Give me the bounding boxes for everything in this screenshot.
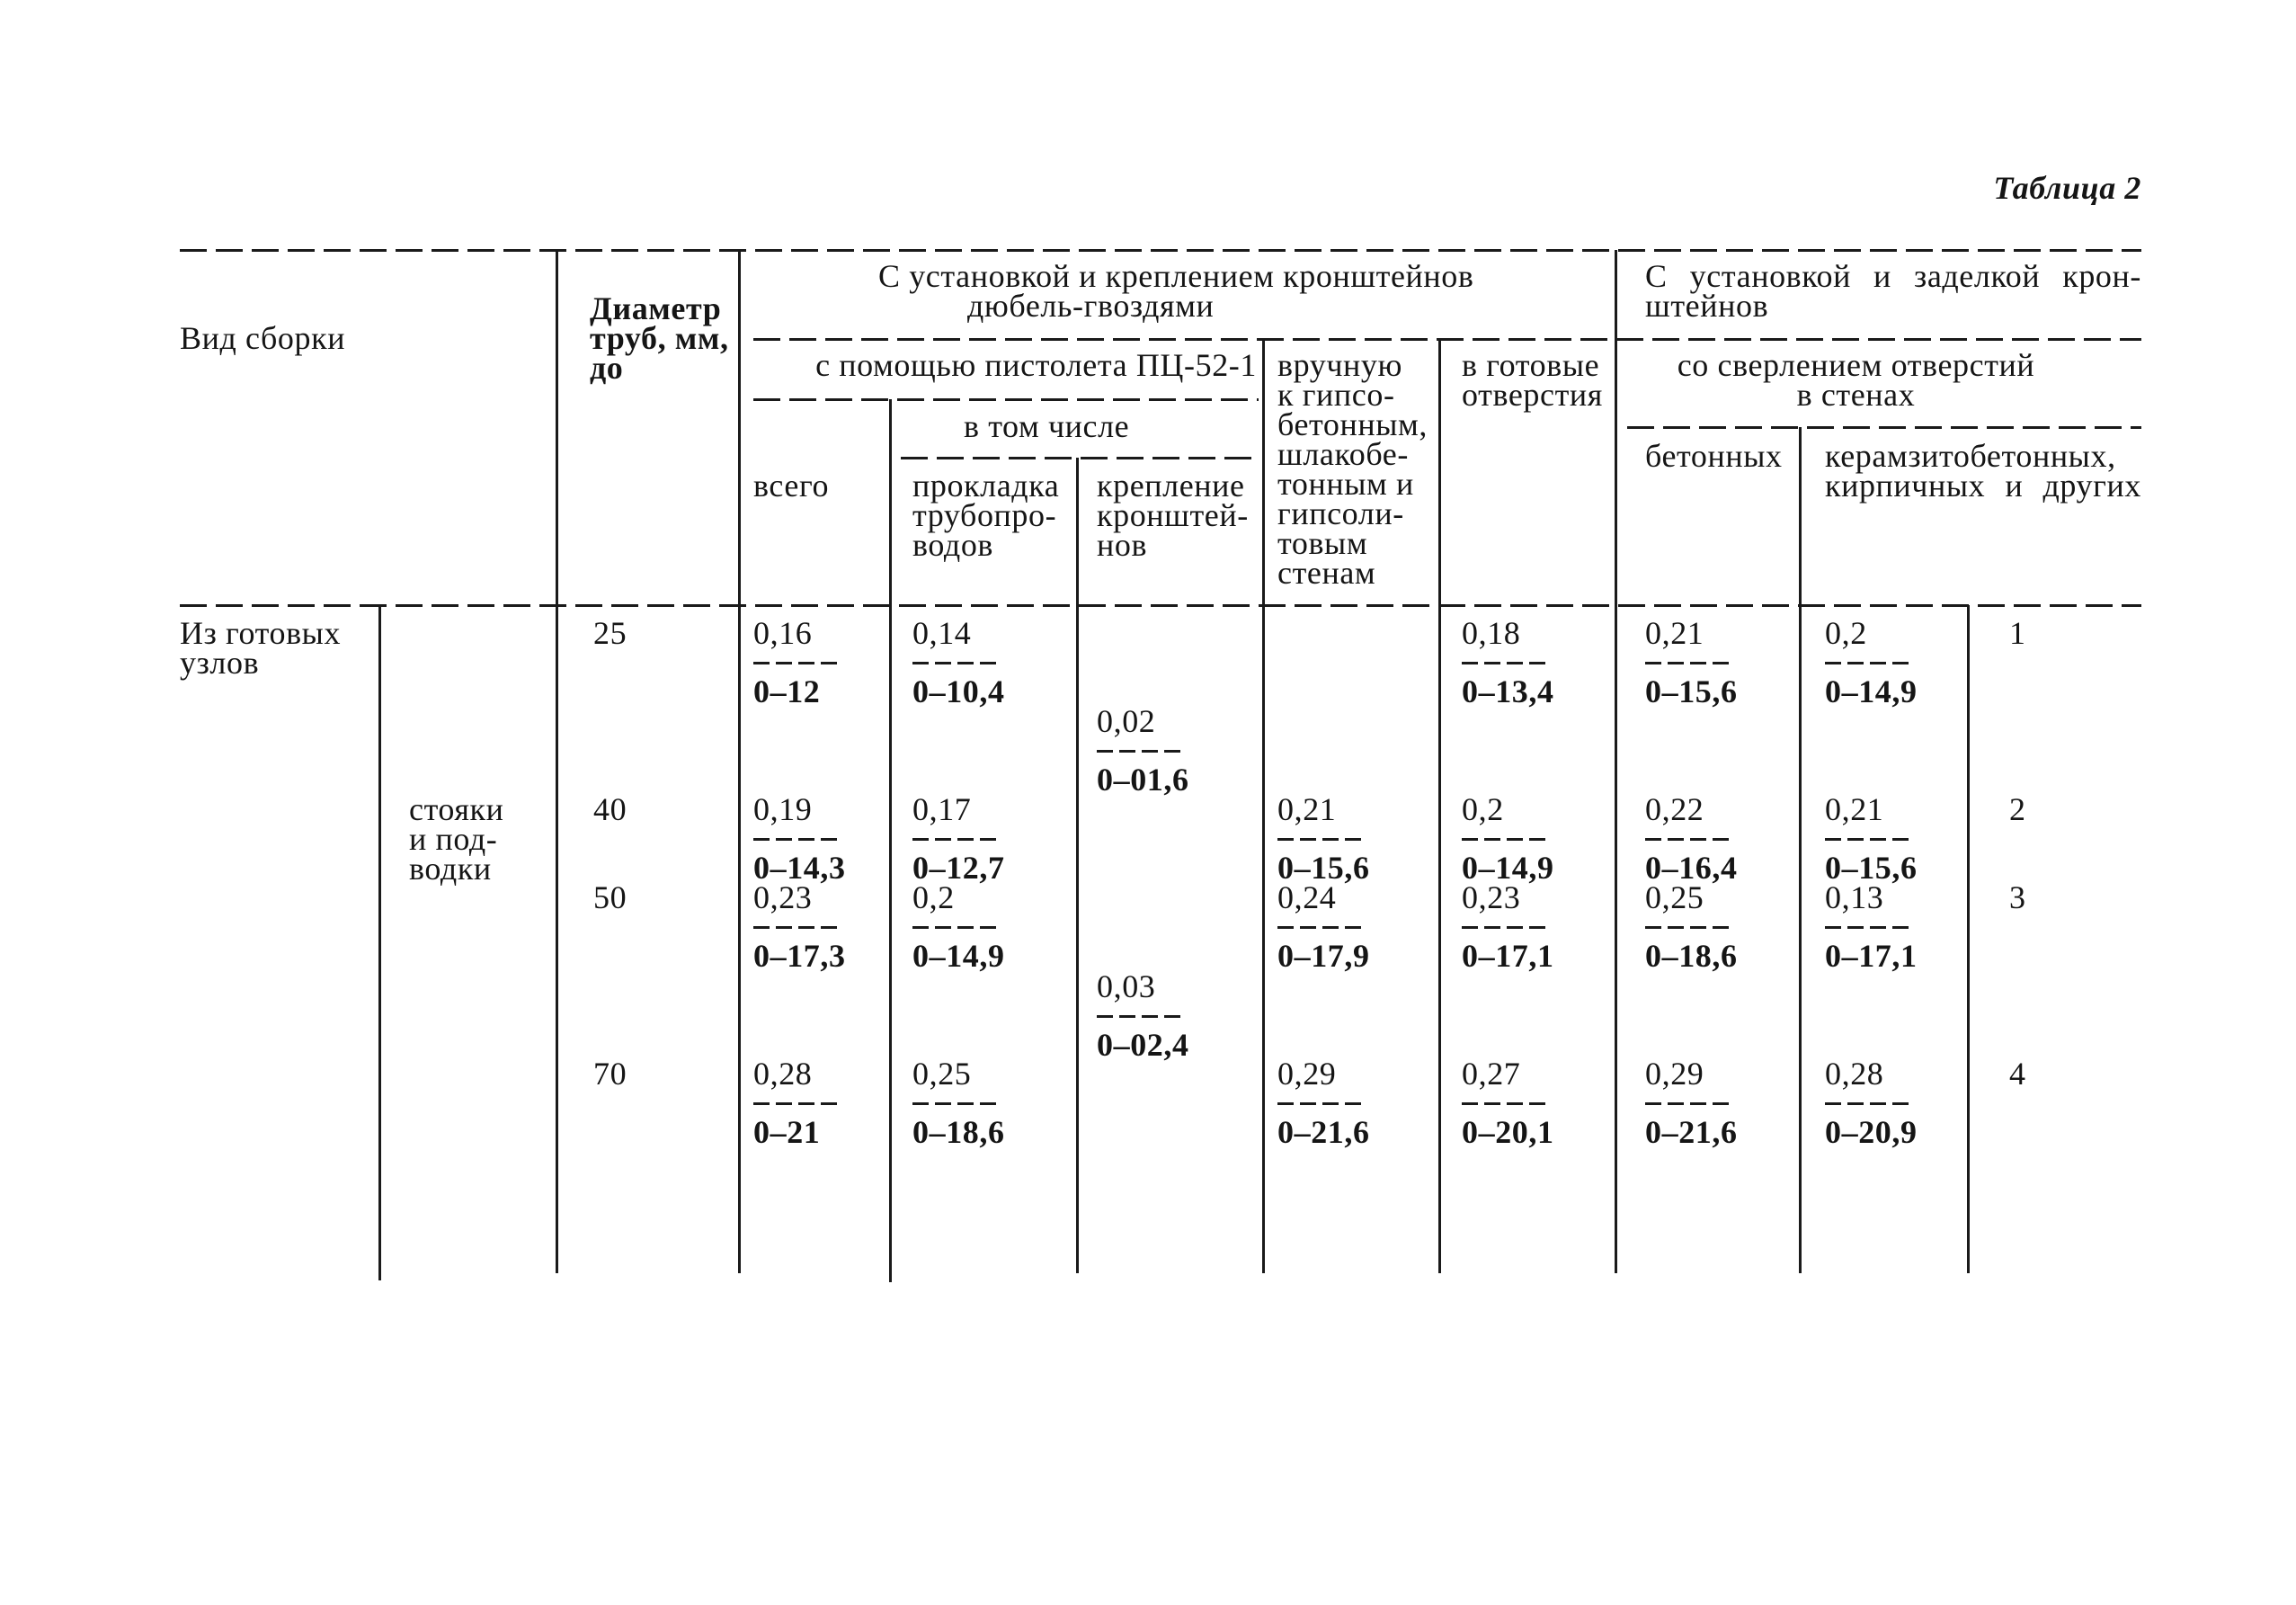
fraction-denominator: 0–14,9 [1825, 673, 1918, 709]
fraction-bar [912, 662, 1001, 664]
fraction-denominator: 0–12 [753, 673, 821, 709]
fraction-bar [1097, 1015, 1185, 1018]
fraction-denominator: 0–01,6 [1097, 762, 1189, 798]
column-divider [738, 250, 741, 1273]
cell-manual-row-2 [1277, 791, 1370, 886]
fraction-bar [912, 1102, 1001, 1105]
header-bracket-fixing: крепление кронштей- нов [1097, 468, 1249, 563]
column-divider [1262, 339, 1265, 1273]
fraction-numerator: 0,19 [753, 791, 813, 827]
fraction-bar [912, 926, 1001, 929]
cell-total-row-3 [753, 879, 846, 974]
column-divider [556, 250, 558, 1273]
fraction-denominator: 0–20,1 [1462, 1114, 1554, 1150]
fraction-denominator: 0–17,1 [1462, 938, 1554, 974]
fraction-denominator: 0–17,1 [1825, 938, 1918, 974]
cell-manual-row-4 [1277, 1056, 1370, 1150]
fraction-bar [1645, 838, 1733, 841]
header-manual: вручную к гипсо- бетонным, шлакобе- тонным и гипсоли- товым стенам [1277, 347, 1428, 591]
fraction-numerator: 0,21 [1825, 791, 1884, 827]
fraction-bar [1645, 926, 1733, 929]
diameter-cell-row-3: 50 [593, 879, 627, 915]
fraction-numerator: 0,23 [1462, 879, 1521, 915]
header-concrete: бетонных [1645, 438, 1783, 474]
cell-total-row-1 [753, 615, 841, 709]
fraction-denominator: 0–10,4 [912, 673, 1005, 709]
fraction-numerator: 0,28 [1825, 1056, 1884, 1092]
fraction-denominator: 0–21 [753, 1114, 821, 1150]
cell-laying-row-2 [912, 791, 1005, 886]
fraction-bar [1462, 662, 1550, 664]
fraction-numerator: 0,28 [753, 1056, 813, 1092]
fraction-numerator: 0,2 [912, 879, 955, 915]
fraction-bar [1825, 926, 1913, 929]
header-embed-group: С установкой и заделкой крон- штейнов [1645, 258, 2141, 324]
fraction-bar [1462, 926, 1550, 929]
fraction-bar [753, 1102, 841, 1105]
fraction-numerator: 0,03 [1097, 968, 1156, 1004]
fraction-numerator: 0,27 [1462, 1056, 1521, 1092]
fraction-bar [753, 662, 841, 664]
diameter-cell-row-4: 70 [593, 1056, 627, 1092]
fraction-bar [1825, 662, 1913, 664]
fraction-bar [1825, 1102, 1913, 1105]
fraction-bar [1277, 926, 1366, 929]
row-number-2: 2 [2009, 791, 2026, 827]
diameter-cell-row-1: 25 [593, 615, 627, 651]
header-other-walls: керамзитобетонных, кирпичных и других [1825, 438, 2141, 504]
cell-laying-row-1 [912, 615, 1005, 709]
cell-ready-holes-row-3 [1462, 879, 1554, 974]
fraction-denominator: 0–17,3 [753, 938, 846, 974]
fraction-denominator: 0–12,7 [912, 850, 1005, 886]
fraction-denominator: 0–20,9 [1825, 1114, 1918, 1150]
fraction-numerator: 0,25 [1645, 879, 1704, 915]
fraction-denominator: 0–14,3 [753, 850, 846, 886]
pistol-header-rule [753, 398, 1259, 401]
fraction-numerator: 0,24 [1277, 879, 1337, 915]
fraction-denominator: 0–15,6 [1645, 673, 1738, 709]
fraction-numerator: 0,29 [1645, 1056, 1704, 1092]
group-header-rule [753, 338, 2141, 341]
fraction-denominator: 0–13,4 [1462, 673, 1554, 709]
header-assembly-type: Вид сборки [180, 320, 346, 356]
fraction-numerator: 0,16 [753, 615, 813, 651]
fraction-bar [1462, 1102, 1550, 1105]
body-subtype-label: стояки и под- водки [409, 791, 504, 887]
cell-ready-holes-row-4 [1462, 1056, 1554, 1150]
fraction-numerator: 0,22 [1645, 791, 1704, 827]
fraction-denominator: 0–14,9 [912, 938, 1005, 974]
fraction-denominator: 0–18,6 [912, 1114, 1005, 1150]
cell-ready-holes-row-1 [1462, 615, 1554, 709]
cell-ready-holes-row-2 [1462, 791, 1554, 886]
fraction-bar [1645, 1102, 1733, 1105]
header-including: в том числе [964, 408, 1130, 444]
fraction-bar [1277, 838, 1366, 841]
row-number-1: 1 [2009, 615, 2026, 651]
cell-laying-row-4 [912, 1056, 1005, 1150]
fraction-bar [753, 838, 841, 841]
fraction-denominator: 0–15,6 [1825, 850, 1918, 886]
fraction-bar [1462, 838, 1550, 841]
column-divider [1076, 458, 1079, 1273]
row-number-4: 4 [2009, 1056, 2026, 1092]
cell-concrete-row-3 [1645, 879, 1738, 974]
cell-total-row-4 [753, 1056, 841, 1150]
column-divider [889, 399, 892, 1282]
fraction-denominator: 0–18,6 [1645, 938, 1738, 974]
fraction-numerator: 0,02 [1097, 703, 1156, 739]
header-dowel-group: С установкой и креплением кронштейнов дюбель-гвоздями [878, 258, 1474, 324]
header-drilling: со сверлением отверстий в стенах [1677, 347, 2035, 413]
cell-other-walls-row-1 [1825, 615, 1918, 709]
header-ready-holes: в готовые отверстия [1462, 347, 1603, 413]
fraction-numerator: 0,2 [1462, 791, 1504, 827]
cell-laying-row-3 [912, 879, 1005, 974]
including-header-rule [901, 457, 1259, 459]
fraction-bar [912, 838, 1001, 841]
cell-other-walls-row-2 [1825, 791, 1918, 886]
fraction-denominator: 0–17,9 [1277, 938, 1370, 974]
fraction-numerator: 0,23 [753, 879, 813, 915]
fraction-bar [1277, 1102, 1366, 1105]
fraction-numerator: 0,21 [1645, 615, 1704, 651]
cell-other-walls-row-3 [1825, 879, 1918, 974]
fraction-numerator: 0,17 [912, 791, 972, 827]
cell-concrete-row-4 [1645, 1056, 1738, 1150]
cell-concrete-row-1 [1645, 615, 1738, 709]
fraction-numerator: 0,13 [1825, 879, 1884, 915]
cell-bracket-fixing-1 [1097, 703, 1189, 798]
fraction-numerator: 0,2 [1825, 615, 1867, 651]
diameter-cell-row-2: 40 [593, 791, 627, 827]
drilling-header-rule [1627, 426, 2141, 429]
cell-total-row-2 [753, 791, 846, 886]
fraction-numerator: 0,29 [1277, 1056, 1337, 1092]
fraction-numerator: 0,25 [912, 1056, 972, 1092]
fraction-denominator: 0–15,6 [1277, 850, 1370, 886]
cell-other-walls-row-4 [1825, 1056, 1918, 1150]
column-divider [1799, 427, 1802, 1273]
fraction-denominator: 0–02,4 [1097, 1027, 1189, 1063]
header-pipe-diameter: Диаметр труб, мм, до [590, 290, 729, 386]
fraction-denominator: 0–21,6 [1277, 1114, 1370, 1150]
column-divider [1438, 339, 1441, 1273]
fraction-bar [1645, 662, 1733, 664]
row-number-3: 3 [2009, 879, 2026, 915]
fraction-bar [1825, 838, 1913, 841]
column-divider [1967, 605, 1970, 1273]
header-pistol: с помощью пистолета ПЦ-52-1 [815, 347, 1257, 383]
table-caption: Таблица 2 [1993, 170, 2141, 206]
fraction-numerator: 0,14 [912, 615, 972, 651]
fraction-bar [1097, 750, 1185, 753]
cell-manual-row-3 [1277, 879, 1370, 974]
header-bottom-rule [180, 604, 2141, 607]
header-pipe-laying: прокладка трубопро- водов [912, 468, 1060, 563]
fraction-numerator: 0,21 [1277, 791, 1337, 827]
cell-bracket-fixing-2 [1097, 968, 1189, 1063]
fraction-denominator: 0–14,9 [1462, 850, 1554, 886]
header-total: всего [753, 468, 830, 504]
fraction-denominator: 0–21,6 [1645, 1114, 1738, 1150]
fraction-bar [753, 926, 841, 929]
table-top-rule [180, 249, 2141, 252]
fraction-numerator: 0,18 [1462, 615, 1521, 651]
fraction-denominator: 0–16,4 [1645, 850, 1738, 886]
body-assembly-label: Из готовых узлов [180, 615, 342, 681]
cell-concrete-row-2 [1645, 791, 1738, 886]
column-divider [378, 605, 381, 1280]
